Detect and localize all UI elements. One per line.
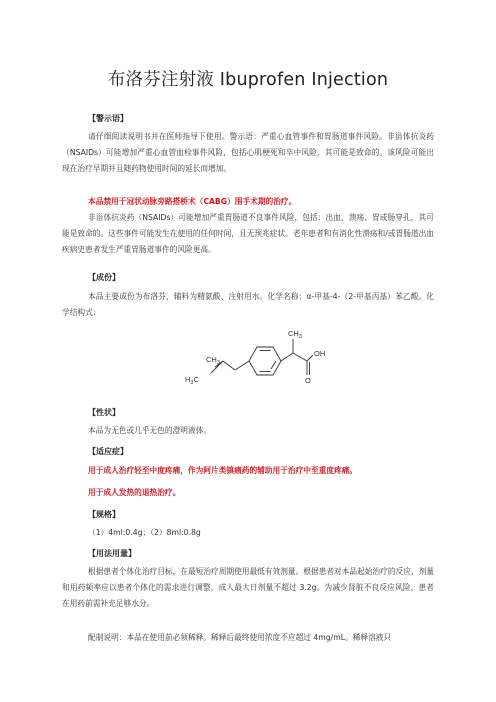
indications-line-1: 用于成人治疗轻至中度疼痛，作为阿片类镇痛药的辅助用于治疗中至重度疼痛。	[88, 466, 358, 475]
label-h3c: $H_3C$	[185, 375, 199, 386]
composition-text: 本品主要成份为布洛芬，辅料为精氨酸、注射用水。化学名称：α-甲基-4-（2-甲基丙基）苯乙酸。化学结构式：	[62, 292, 434, 318]
label-ch3-top: $CH_3$	[288, 329, 302, 340]
warning-red-line: 本品禁用于冠状动脉旁路搭桥术（CABG）围手术期的治疗。	[88, 197, 297, 206]
bond-ch-to-cooh	[293, 353, 307, 361]
label-oh: OH	[314, 349, 326, 358]
properties-heading: 【性状】	[88, 408, 120, 417]
specification-text: （1）4ml:0.4g；（2）8ml:0.8g	[88, 528, 201, 537]
ibuprofen-structure	[175, 325, 345, 397]
bond-ring-to-ch	[281, 353, 293, 361]
indications-heading: 【适应症】	[88, 447, 128, 456]
dosage-paragraph-1: 根据患者个体化治疗目标，在最短治疗周期使用最低有效剂量。根据患者对本品起始治疗的反应，剂量和用药频率应以患者个体化的需求进行调整，成人最大日剂量不超过 3.2g。为减少肾脏不良反应风险，患者在用药前需补充足够水分。	[62, 567, 434, 609]
warning-paragraph-1: 请仔细阅读说明书并在医师指导下使用。警示语：严重心血管事件和胃肠道事件风险。非甾体抗炎药（NSAIDs）可能增加严重心血管血栓事件风险，包括心肌梗死和卒中风险，其可能是致命的。该风险可能出现在治疗早期并且随药物使用时间的延长而增加。	[62, 132, 434, 174]
specification-heading: 【规格】	[88, 510, 120, 519]
indications-line-2: 用于成人发热的退热治疗。	[88, 488, 181, 497]
dosage-heading: 【用法用量】	[88, 549, 136, 558]
bond-ring-to-ch2	[235, 361, 249, 370]
warning-paragraph-2: 非甾体抗炎药（NSAIDs）可能增加严重胃肠道不良事件风险，包括：出血、溃疡、胃或肠穿孔，其可能是致命的。这些事件可能发生在使用的任何时间，且无预兆症状。老年患者和有消化性溃疡和/或胃肠道出血疾病史患者发生严重胃肠道事件的风险更高。	[62, 213, 434, 255]
properties-text: 本品为无色或几乎无色的澄明液体。	[88, 426, 212, 435]
dosage-paragraph-2: 配制说明：本品在使用前必须稀释。稀释后最终使用浓度不应超过 4mg/mL。稀释溶液只	[88, 633, 392, 642]
warning-heading: 【警示语】	[88, 114, 128, 123]
benzene-ring	[249, 347, 281, 375]
label-ch3-left: $CH_3$	[206, 355, 220, 366]
composition-heading: 【成份】	[88, 273, 120, 282]
page-title: 布洛芬注射液 Ibuprofen Injection	[107, 70, 389, 90]
label-o: O	[305, 376, 311, 385]
